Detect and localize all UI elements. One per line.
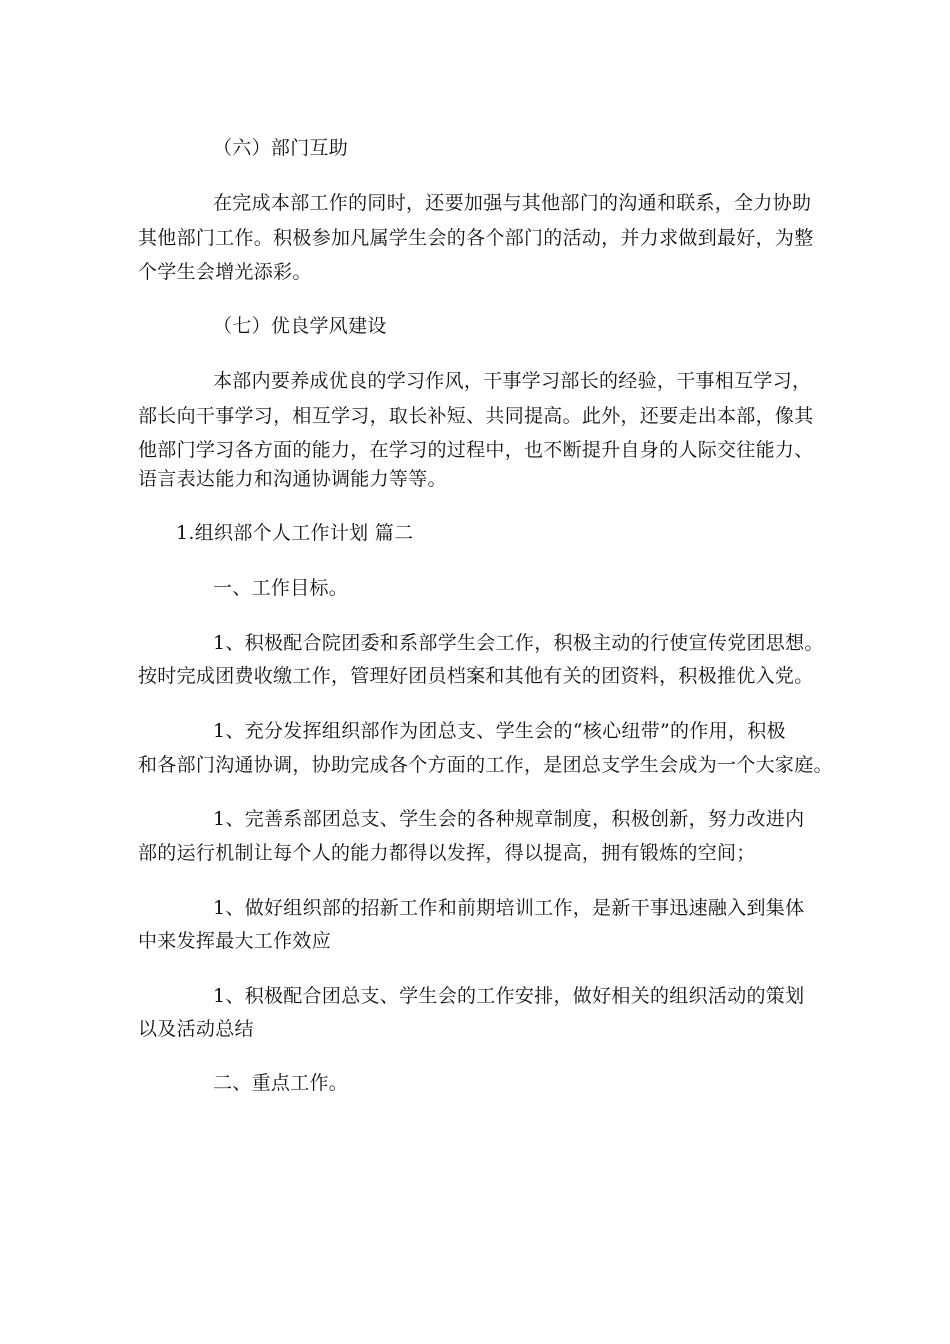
goal-item-4-line-2: 中来发挥最大工作效应 — [138, 930, 332, 952]
goal-item-5-line-2: 以及活动总结 — [138, 1018, 254, 1040]
goal-item-1-line-2: 按时完成团费收缴工作，管理好团员档案和其他有关的团资料，积极推优入党。 — [138, 665, 814, 687]
goal-heading: 一、工作目标。 — [213, 577, 349, 599]
goal-item-3-line-1: 1、完善系部团总支、学生会的各种规章制度，积极创新，努力改进内 — [213, 808, 805, 830]
section-7-paragraph-line-1: 本部内要养成优良的学习作风，干事学习部长的经验，干事相互学习， — [213, 370, 812, 392]
goal-item-4-line-1: 1、做好组织部的招新工作和前期培训工作，是新干事迅速融入到集体 — [213, 897, 805, 919]
goal-item-2-line-2: 和各部门沟通协调，协助完成各个方面的工作，是团总支学生会成为一个大家庭。 — [138, 754, 833, 776]
goal-item-1-line-1: 1、积极配合院团委和系部学生会工作，积极主动的行使宣传党团思想。 — [213, 632, 824, 654]
section-7-paragraph-line-4: 语言表达能力和沟通协调能力等等。 — [138, 468, 447, 490]
section-6-heading: （六）部门互助 — [213, 137, 349, 159]
goal-item-3-line-2: 部的运行机制让每个人的能力都得以发挥，得以提高，拥有锻炼的空间； — [138, 842, 756, 864]
section-7-paragraph-line-2: 部长向干事学习，相互学习，取长补短、共同提高。此外，还要走出本部，像其 — [138, 405, 814, 427]
goal-item-2-line-1: 1、充分发挥组织部作为团总支、学生会的“核心纽带”的作用，积极 — [213, 720, 786, 742]
focus-heading: 二、重点工作。 — [213, 1072, 349, 1094]
section-7-paragraph-line-3: 他部门学习各方面的能力，在学习的过程中，也不断提升自身的人际交往能力、 — [138, 439, 814, 461]
section-7-heading: （七）优良学风建设 — [213, 315, 387, 337]
goal-item-5-line-1: 1、积极配合团总支、学生会的工作安排，做好相关的组织活动的策划 — [213, 985, 805, 1007]
section-6-paragraph-line-2: 其他部门工作。积极参加凡属学生会的各个部门的活动，并力求做到最好，为整 — [138, 227, 814, 249]
section-6-paragraph-line-3: 个学生会增光添彩。 — [138, 261, 312, 283]
section-6-paragraph-line-1: 在完成本部工作的同时，还要加强与其他部门的沟通和联系，全力协助 — [213, 192, 812, 214]
plan-title: 1.组织部个人工作计划 篇二 — [176, 522, 414, 544]
